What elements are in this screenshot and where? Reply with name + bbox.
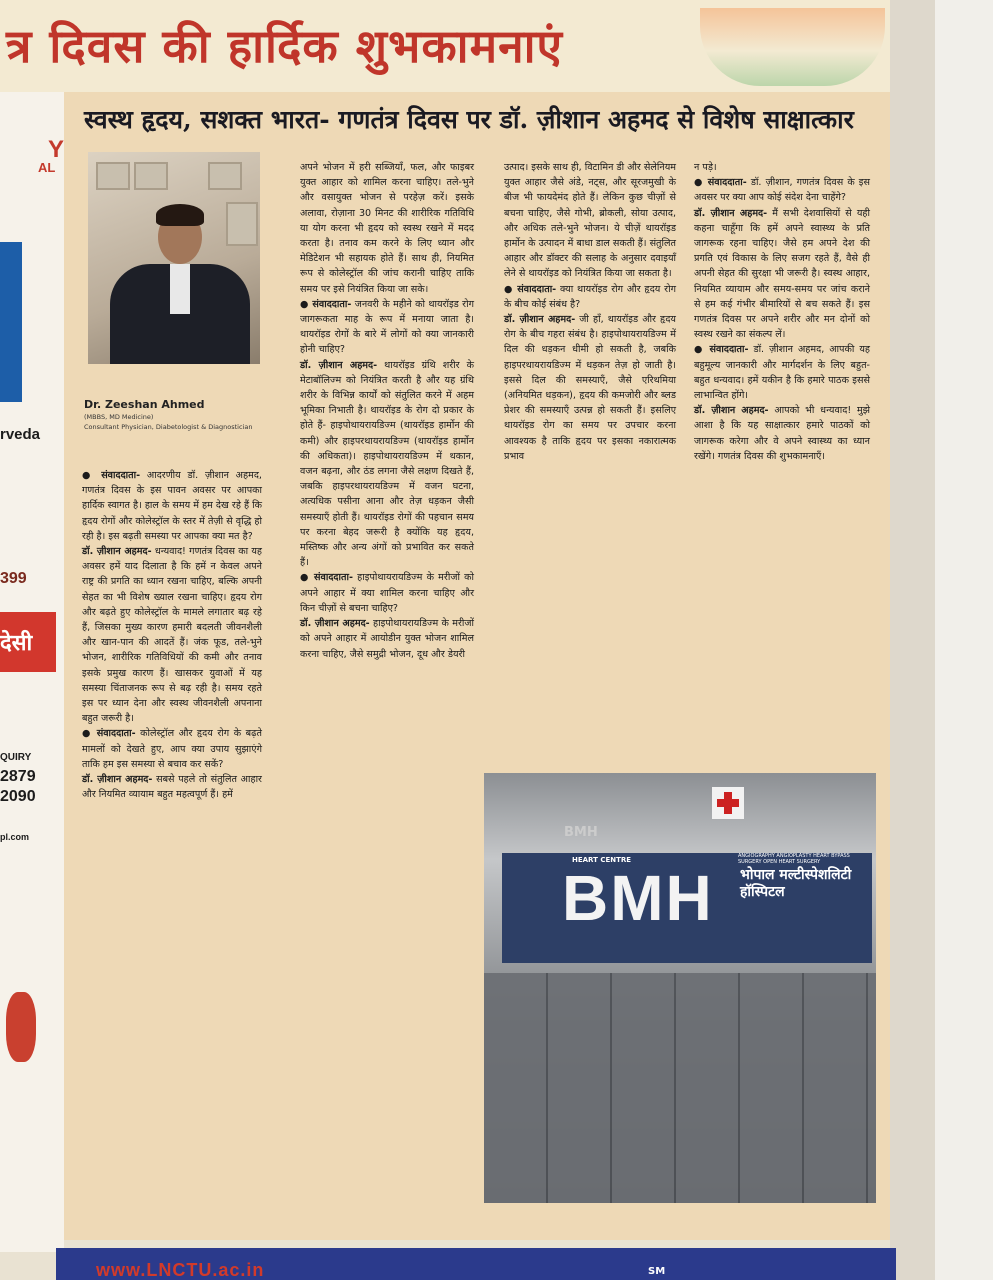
column-4 — [694, 160, 870, 464]
col3-a1: डॉ. ज़ीशान अहमद- जी हाँ, थायरॉइड और हृदय रोग के बीच गहरा संबंध है। हाइपोथायरायडिज्म में दिल की धड़कन धीमी हो सकती है, जबकि हाइपरथायरायडिज्म में धड़कन तेज़ हो जाती है। इससे दिल की समस्याएँ, जैसे एरिथमिया (अनियमित धड़कन), हृदय की कमजोरी और ब्लड प्रेशर की समस्याएँ उत्पन्न हो सकती हैं। इसलिए थायरॉइड रोग का समय पर उपचार करना आवश्यक है ताकि हृदय पर इसका नकारात्मक प्रभाव — [504, 314, 676, 462]
column-1 — [82, 468, 262, 802]
ad-fragment-desi: देसी — [0, 630, 33, 655]
interview-article — [64, 92, 890, 1240]
caption-name: Dr. Zeeshan Ahmed — [84, 398, 205, 411]
ad-image-block — [0, 242, 22, 402]
banner-title: त्र दिवस की हार्दिक शुभकामनाएं — [6, 19, 563, 73]
col4-text1: न पड़े। — [694, 162, 717, 173]
col1-a2: डॉ. ज़ीशान अहमद- सबसे पहले तो संतुलित आहार और नियमित व्यायाम बहुत महत्वपूर्ण हैं। हमें — [82, 774, 262, 801]
next-page-edge — [935, 0, 993, 1280]
left-adjacent-ad-strip — [0, 92, 64, 1252]
ad-red-shape — [6, 992, 36, 1062]
ad-phone-2: 2090 — [0, 788, 36, 805]
red-cross-icon — [712, 787, 744, 819]
col3-q1: ● संवाददाता- क्या थायरॉइड रोग और हृदय रोग के बीच कोई संबंध है? — [504, 283, 676, 310]
footer-sm: SM — [648, 1266, 666, 1277]
col4-q2: ● संवाददाता- डॉ. ज़ीशान अहमद, आपकी यह बहुमूल्य जानकारी और मार्गदर्शन के लिए बहुत-बहुत धन्यवाद। हमें यकीन है कि हमारे पाठक इससे लाभान्वित होंगे। — [694, 344, 870, 402]
ad-fragment-al: AL — [38, 160, 56, 175]
wall-frame — [134, 162, 168, 190]
glass-facade — [484, 973, 876, 1203]
col2-a1: डॉ. ज़ीशान अहमद- थायरॉइड ग्रंथि शरीर के मेटाबॉलिज्म को नियंत्रित करती है और यह ग्रंथि शरीर के विभिन्न कार्यों को संतुलित करने में अहम भूमिका निभाती है। थायरॉइड के रोग दो प्रकार के होते हैं- हाइपोथायरायडिज्म (थायरॉइड हार्मोन की कमी) और हाइपरथायरायडिज्म (थायरॉइड हार्मोन की अधिकता)। हाइपोथायरायडिज्म में थकान, वजन बढ़ना, और ठंड लगना जैसे लक्षण दिखते हैं, जबकि हाइपरथायरायडिज्म में वजन घटना, अत्यधिक पसीना आना और तेज़ धड़कन जैसी समस्याएँ होती हैं। थायरॉइड रोगों की पहचान समय पर करना बेहद जरूरी है क्योंकि यह हृदय, मस्तिष्क और अन्य अंगों को प्रभावित कर सकते हैं। — [300, 359, 474, 569]
col4-a1: डॉ. ज़ीशान अहमद- मैं सभी देशवासियों से यही कहना चाहूँगा कि हमें अपने स्वास्थ्य के प्रति जागरूक रहना चाहिए। जैसे हम अपने देश की प्रगति एवं विकास के लिए सजग रहते हैं, वैसे ही अपनी सेहत की सुरक्षा भी जरूरी है। स्वस्थ आहार, नियमित व्यायाम और समय-समय पर जांच कराने से हम कई गंभीर बीमारियों से बच सकते हैं। इस गणतंत्र दिवस पर अपने शरीर और मन दोनों को स्वस्थ रखने का संकल्प लें। — [694, 207, 870, 341]
wall-frame — [208, 162, 242, 190]
col2-text1: अपने भोजन में हरी सब्जियाँ, फल, और फाइबर युक्त आहार को शामिल करना चाहिए। तले-भुने और वसायुक्त भोजन से परहेज़ करें। इसके अलावा, रोज़ाना 30 मिनट की शारीरिक गतिविधि या योग करना भी हृदय को स्वस्थ रखने में मदद करता है। तनाव कम करने के लिए ध्यान और मेडिटेशन भी सहायक होते हैं। साथ ही, नियमित रूप से कोलेस्ट्रॉल की जांच करानी चाहिए ताकि समय पर इसे नियंत्रित किया जा सके। — [300, 162, 474, 295]
caption-degree: (MBBS, MD Medicine) — [84, 413, 154, 421]
hospital-name-hindi: भोपाल मल्टीस्पेशलिटी हॉस्पिटल — [740, 867, 852, 900]
banner-decoration — [700, 8, 885, 86]
person-hair — [156, 204, 204, 226]
services-list: ANGIOGRAPHY ANGIOPLASTY HEART BYPASS SURGERY OPEN HEART SURGERY — [738, 853, 850, 865]
ad-web: pl.com — [0, 832, 30, 842]
hospital-sign-top: BMH — [564, 825, 598, 840]
top-banner — [0, 0, 890, 92]
ad-price: 399 — [0, 570, 27, 587]
photo-caption — [84, 398, 254, 431]
wall-frame — [96, 162, 130, 190]
wall-frame — [226, 202, 258, 246]
footer-ad-strip — [56, 1248, 896, 1280]
hospital-photo — [484, 773, 876, 1203]
col1-q2: ● संवाददाता- कोलेस्ट्रॉल और हृदय रोग के बढ़ते मामलों को देखते हुए, आप क्या उपाय सुझाएंगे ताकि हम इस समस्या से बचाव कर सकें? — [82, 728, 262, 770]
col2-q2: ● संवाददाता- हाइपोथायरायडिज्म के मरीजों को अपने आहार में क्या शामिल करना चाहिए और किन चीज़ों से बचना चाहिए? — [300, 572, 474, 614]
col1-a1: डॉ. ज़ीशान अहमद- धन्यवाद! गणतंत्र दिवस का यह अवसर हमें याद दिलाता है कि हमें न केवल अपने राष्ट्र की प्रगति का ध्यान रखना चाहिए, बल्कि अपनी सेहत का भी विशेष ख्याल रखना चाहिए। हृदय रोग और बढ़ते हुए कोलेस्ट्रॉल के मामले लगातार बढ़ रहे हैं, जिसका मुख्य कारण हमारी बदलती जीवनशैली और खान-पान की आदतें हैं। जंक फूड, तले-भुने भोजन, शारीरिक गतिविधियों की कमी और तनाव इसके प्रमुख कारण हैं। खासकर युवाओं में यह समस्या चिंताजनक रूप से बढ़ रही है। समय रहते इस पर ध्यान देना और स्वस्थ जीवनशैली अपनाना बहुत जरूरी है। — [82, 546, 262, 725]
footer-url: www.LNCTU.ac.in — [96, 1260, 265, 1280]
col3-text1: उत्पाद। इसके साथ ही, विटामिन डी और सेलेनियम युक्त आहार जैसे अंडे, नट्स, और सूरजमुखी के बीज भी फायदेमंद होते हैं। लेकिन कुछ चीज़ों से बचना चाहिए, जैसे गोभी, ब्रोकली, सोया उत्पाद, और अधिक तले-भुने भोजन। ये चीज़ें थायरॉइड हार्मोन के उत्पादन में बाधा डाल सकती हैं। संतुलित आहार और डॉक्टर की सलाह के अनुसार दवाइयाँ लेने से थायरॉइड को नियंत्रित किया जा सकता है। — [504, 162, 677, 280]
article-headline: स्वस्थ हृदय, सशक्त भारत- गणतंत्र दिवस पर डॉ. ज़ीशान अहमद से विशेष साक्षात्कार — [84, 105, 854, 134]
doctor-photo — [88, 152, 260, 364]
heart-centre-label: HEART CENTRE — [572, 856, 632, 864]
hospital-signboard — [502, 853, 872, 963]
col4-q1: ● संवाददाता- डॉ. ज़ीशान, गणतंत्र दिवस के इस अवसर पर क्या आप कोई संदेश देना चाहेंगे? — [694, 177, 870, 204]
ad-fragment-quiry: QUIRY — [0, 752, 32, 763]
person-shirt — [170, 264, 190, 314]
bmh-logo-text: BMH — [562, 862, 714, 934]
caption-role: Consultant Physician, Diabetologist & Diagnostician — [84, 423, 253, 431]
ad-fragment-veda: rveda — [0, 426, 41, 443]
column-3 — [504, 160, 676, 464]
ad-phone-1: 2879 — [0, 768, 36, 785]
col2-q1: ● संवाददाता- जनवरी के महीने को थायरॉइड रोग जागरूकता माह के रूप में मनाया जाता है। थायरॉइड रोगों के बारे में लोगों को क्या जानकारी होनी चाहिए? — [300, 298, 474, 356]
col2-a2: डॉ. ज़ीशान अहमद- हाइपोथायरायडिज्म के मरीजों को अपने आहार में आयोडीन युक्त भोजन शामिल करना चाहिए, जैसे समुद्री भोजन, दूध और डेयरी — [300, 618, 474, 660]
ad-fragment-y: Y — [48, 136, 65, 163]
col4-a2: डॉ. ज़ीशान अहमद- आपको भी धन्यवाद! मुझे आशा है कि यह साक्षात्कार हमारे पाठकों को जागरूक करेगा और वे अपने स्वास्थ्य का ध्यान रखेंगे। गणतंत्र दिवस की शुभकामनाएँ। — [694, 405, 870, 462]
column-2 — [300, 160, 474, 662]
col1-q1: ● संवाददाता- आदरणीय डॉ. ज़ीशान अहमद, गणतंत्र दिवस के इस पावन अवसर पर आपका हार्दिक स्वागत है। हाल के समय में हम देख रहे हैं कि हृदय रोगों और कोलेस्ट्रॉल के स्तर में तेज़ी से वृद्धि हो रही है। इस बढ़ती समस्या पर आपका क्या मत है? — [82, 470, 262, 542]
